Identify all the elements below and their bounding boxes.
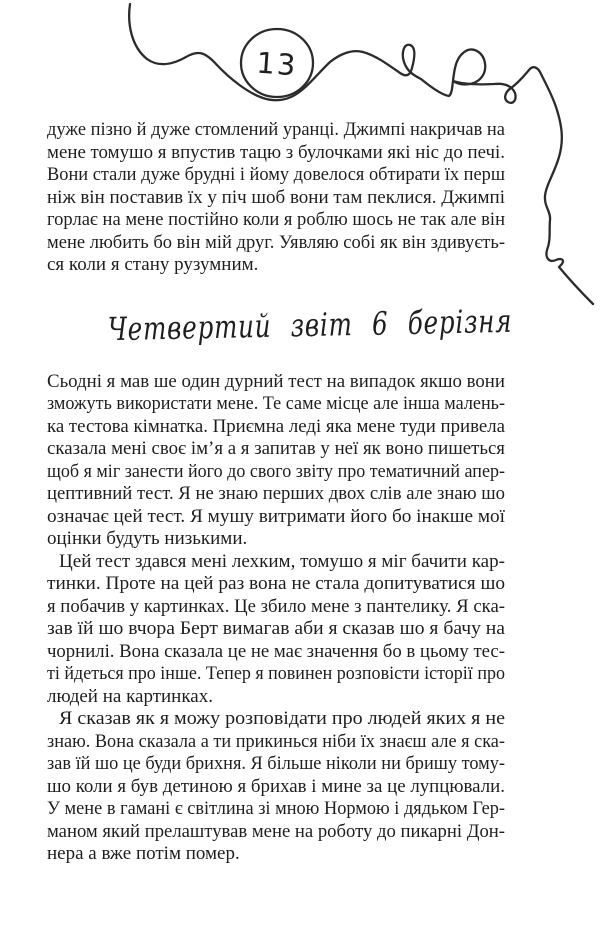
text-line-content: зможуть використати мене. Те саме місце але інша малень-	[47, 393, 505, 414]
text-line	[47, 686, 505, 709]
paragraph	[47, 119, 505, 277]
text-line-content: маном який прелаштував мене на роботу до пикарні Дон-	[47, 820, 505, 842]
text-line	[47, 506, 505, 529]
text-line	[47, 142, 505, 165]
text-line	[47, 232, 505, 255]
text-line	[47, 843, 505, 866]
text-line-content: ка тестова кімнатка. Приємна леді яка мене туди привела	[47, 415, 505, 437]
page-number: 13	[255, 45, 299, 83]
text-line	[47, 371, 505, 394]
text-line	[47, 254, 505, 277]
text-line-content: горлає на мене постійно коли я роблю шось не так але він	[47, 209, 505, 230]
text-line-content: ся коли я стану рузумним.	[47, 254, 259, 275]
text-line-content: ті йдеться про інше. Тепер я повинен розповісти історії про	[47, 663, 505, 684]
text-line-content: Вони стали дуже брудні і йому довелося обтирати їх перш	[47, 164, 505, 185]
text-line-content: тинки. Проте на цей раз вона не стала допитуватися шо	[47, 573, 505, 594]
text-line	[47, 393, 505, 416]
text-line	[47, 461, 505, 484]
text-line-content: зав їй шо вчора Берт вимагав аби я сказав шо я бачу на	[47, 618, 505, 639]
text-line	[47, 187, 505, 210]
text-line-content: ніж він поставив їх у піч шоб вони там пеклися. Джимпі	[47, 186, 505, 208]
text-line	[47, 119, 505, 142]
text-line	[47, 483, 505, 506]
text-line	[47, 776, 505, 799]
text-line-content: сказала мені своє ім’я а я запитав у неї як воно пишеться	[47, 438, 505, 459]
text-line	[47, 641, 505, 664]
text-line	[47, 618, 505, 641]
entry-heading	[47, 301, 513, 348]
text-line	[47, 596, 505, 619]
text-line	[47, 438, 505, 461]
text-line	[47, 663, 505, 686]
text-line-content: оцінки будуть низькими.	[47, 528, 248, 549]
text-line	[47, 753, 505, 776]
text-line-content: шо коли я був детиною я брихав і мине за це лупцювали.	[47, 775, 505, 797]
text-line-content: знаю. Вона сказала а ти прикинься ніби їх знаєш але я ска-	[47, 730, 505, 752]
text-line-content: мене томушо я впустив тацю з булочками які ніс до печі.	[47, 141, 505, 163]
entry-heading-text: Четвертий звіт 6 берізня	[107, 301, 513, 348]
text-line	[47, 821, 505, 844]
paragraph	[47, 708, 505, 866]
text-line-content: цептивний тест. Я не знаю перших двох слів але знаю шо	[47, 483, 505, 504]
text-line-content: дуже пізно й дуже стомлений уранці. Джимпі накричав на	[47, 119, 505, 140]
text-line-content: я побачив у картинках. Це збило мене з пантелику. Я ска-	[47, 595, 505, 617]
text-line	[47, 164, 505, 187]
text-line-content: чорнилі. Вона сказала це не має значення бо в цьому тес-	[47, 640, 505, 662]
text-line-content: означає цей тест. Я мушу витримати його бо інакше мої	[47, 505, 505, 527]
text-line-content: щоб я міг занести його до свого звіту про тематичний апер-	[47, 460, 505, 482]
text-line-content: нера а вже потім помер.	[47, 843, 240, 864]
text-line-content: Я сказав як я можу розповідати про людей яких я не	[59, 708, 505, 729]
text-line-content: зав їй шо це буди брихня. Я більше ніколи ни бришу тому-	[47, 753, 505, 774]
text-line-content: мене любить бо він мій друг. Уявляю собі як він здивуєть-	[47, 231, 505, 253]
text-line-content: У мене в гамані є світлина зі мною Нормою і дядьком Гер-	[47, 798, 505, 819]
text-line	[47, 708, 505, 731]
text-line	[47, 209, 505, 232]
text-line-content: Сьодні я мав ше один дурний тест на випадок якшо вони	[47, 370, 505, 392]
paragraph	[47, 371, 505, 551]
text-line	[47, 798, 505, 821]
text-line-content: людей на картинках.	[47, 685, 213, 707]
text-line	[47, 551, 505, 574]
paragraph	[47, 551, 505, 709]
text-line	[47, 528, 505, 551]
text-line-content: Цей тест здався мені лехким, томушо я міг бачити кар-	[59, 550, 505, 572]
text-line	[47, 731, 505, 754]
page-content	[47, 119, 513, 866]
text-line	[47, 416, 505, 439]
text-line	[47, 573, 505, 596]
